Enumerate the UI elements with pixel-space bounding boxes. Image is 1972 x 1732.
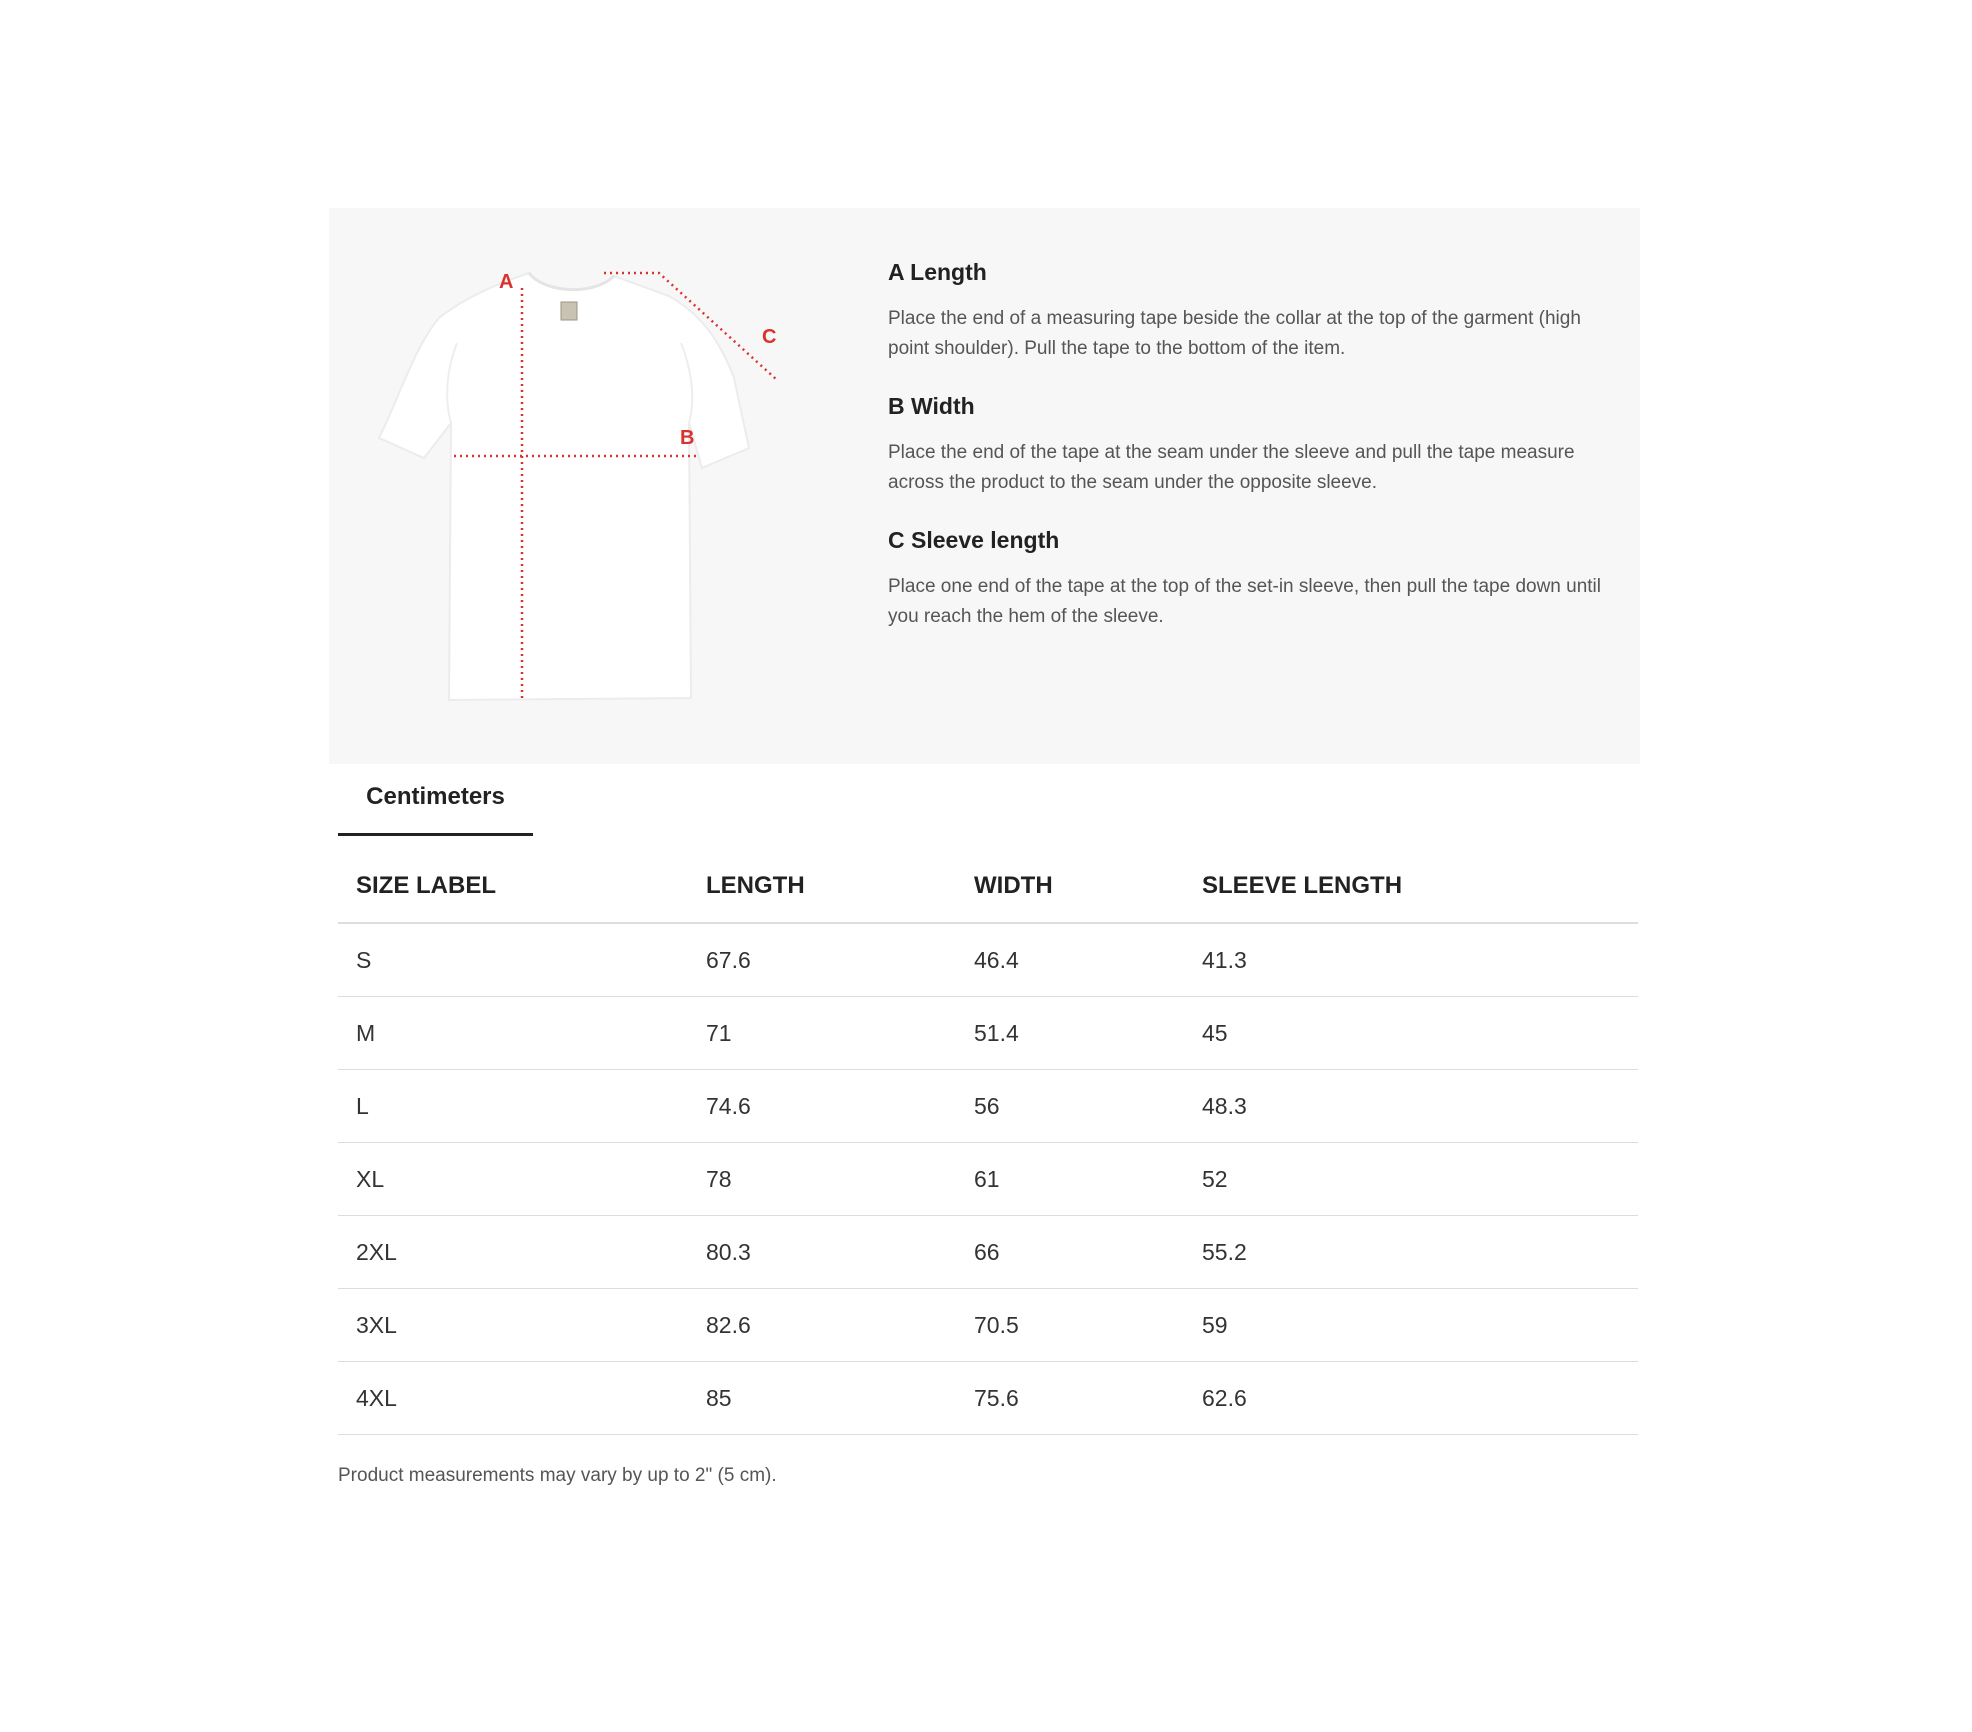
cell-sleeve-length: 52 [1184,1143,1638,1216]
cell-size: L [338,1070,688,1143]
table-row [338,1143,1638,1216]
table-row [338,923,1638,997]
header-size-label: SIZE LABEL [338,850,688,923]
sleeve-instruction [888,526,1608,632]
tshirt-diagram [369,258,799,708]
cell-width: 66 [956,1216,1184,1289]
measurement-guide-panel [329,208,1640,764]
cell-length: 74.6 [688,1070,956,1143]
table-row [338,1216,1638,1289]
cell-length: 67.6 [688,923,956,997]
cell-size: 3XL [338,1289,688,1362]
sleeve-description: Place one end of the tape at the top of the set-in sleeve, then pull the tape down until you reach the hem of the sleeve. [888,576,1602,627]
cell-sleeve-length: 59 [1184,1289,1638,1362]
table-row [338,1289,1638,1362]
width-title: B Width [888,393,975,419]
tshirt-diagram-svg [369,258,799,708]
cell-width: 61 [956,1143,1184,1216]
table-row [338,1070,1638,1143]
cell-sleeve-length: 55.2 [1184,1216,1638,1289]
length-description: Place the end of a measuring tape beside the collar at the top of the garment (high point shoulder). Pull the tape to the bottom of the item. [888,308,1581,359]
label-b: B [680,427,695,449]
size-table [338,850,1638,1435]
cell-size: 4XL [338,1362,688,1435]
cell-length: 85 [688,1362,956,1435]
cell-width: 75.6 [956,1362,1184,1435]
cell-width: 70.5 [956,1289,1184,1362]
neck-tag [561,302,577,320]
sleeve-title: C Sleeve length [888,527,1060,553]
cell-sleeve-length: 62.6 [1184,1362,1638,1435]
cell-length: 82.6 [688,1289,956,1362]
cell-width: 56 [956,1070,1184,1143]
length-title: A Length [888,259,987,285]
measurement-instructions [888,258,1608,660]
width-instruction [888,392,1608,498]
table-header-row [338,850,1638,923]
cell-size: 2XL [338,1216,688,1289]
tab-centimeters[interactable]: Centimeters [338,764,533,836]
cell-sleeve-length: 48.3 [1184,1070,1638,1143]
unit-tab-bar [338,764,1638,838]
cell-length: 71 [688,997,956,1070]
header-length: LENGTH [688,850,956,923]
header-width: WIDTH [956,850,1184,923]
label-c: C [762,326,777,348]
table-row [338,997,1638,1070]
cell-sleeve-length: 41.3 [1184,923,1638,997]
cell-length: 80.3 [688,1216,956,1289]
label-a: A [499,271,514,293]
cell-sleeve-length: 45 [1184,997,1638,1070]
length-instruction [888,258,1608,364]
width-description: Place the end of the tape at the seam under the sleeve and pull the tape measure across the product to the seam under the opposite sleeve. [888,442,1575,493]
cell-width: 51.4 [956,997,1184,1070]
measurement-note: Product measurements may vary by up to 2" (5 cm). [338,1465,777,1486]
header-sleeve-length: SLEEVE LENGTH [1184,850,1638,923]
cell-length: 78 [688,1143,956,1216]
cell-width: 46.4 [956,923,1184,997]
cell-size: XL [338,1143,688,1216]
table-row [338,1362,1638,1435]
tshirt-shape [379,273,749,700]
cell-size: M [338,997,688,1070]
cell-size: S [338,923,688,997]
